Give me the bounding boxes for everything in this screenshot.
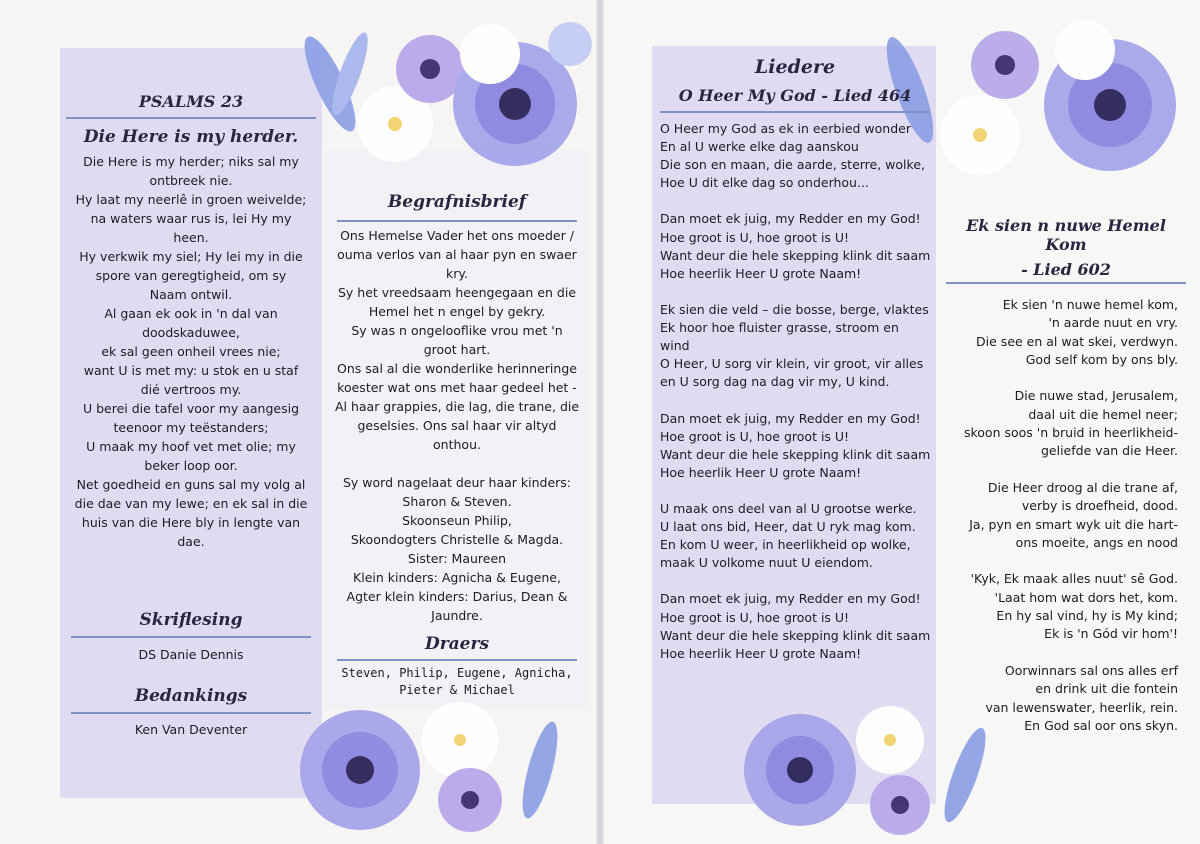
draers-section bbox=[332, 634, 582, 699]
psalm-line: Naam ontwil. bbox=[149, 287, 233, 302]
lied-464-line: U laat ons bid, Heer, dat U ryk mag kom. bbox=[660, 519, 916, 535]
psalm-line: Hy verkwik my siel; Hy lei my in die bbox=[79, 249, 303, 264]
lied-464-line bbox=[660, 572, 930, 590]
psalm-line: U berei die tafel voor my aangesig bbox=[82, 401, 300, 416]
bedankings-name: Ken Van Deventer bbox=[134, 722, 248, 737]
psalm-line: Die Here is my herder; niks sal my bbox=[83, 154, 299, 169]
psalm-line: dié vertroos my. bbox=[140, 382, 242, 397]
psalm-line: teenoor my teëstanders; bbox=[113, 420, 269, 435]
lied-464-line: En kom U weer, in heerlikheid op wolke, bbox=[660, 537, 911, 553]
lied-602-line: geliefde van die Heer. bbox=[1040, 443, 1178, 459]
lied-464-line: Want deur die hele skepping klink dit saam bbox=[660, 446, 931, 462]
lied-464-line: en U sorg dag na dag vir my, U kind. bbox=[660, 374, 890, 390]
lied-464-line bbox=[660, 391, 930, 409]
skriflesing-name: DS Danie Dennis bbox=[138, 647, 244, 662]
begrafnisbrief-line: Hemel het n engel by gekry. bbox=[368, 304, 546, 319]
begrafnisbrief-line bbox=[332, 454, 582, 473]
lied-602-line: Oorwinnars sal ons alles erf bbox=[1004, 662, 1178, 678]
lied-602-line: daal uit die hemel neer; bbox=[1028, 406, 1178, 422]
lied-602-title: Ek sien n nuwe Hemel Kom bbox=[966, 216, 1166, 254]
lied-602-rule bbox=[946, 282, 1186, 284]
psalm-line: heen. bbox=[173, 230, 209, 245]
draers-line: Pieter & Michael bbox=[399, 683, 515, 697]
skriflesing-rule bbox=[71, 636, 311, 638]
lied-602-line: ons moeite, angs en nood bbox=[1015, 534, 1178, 550]
lied-464-line: Dan moet ek juig, my Redder en my God! bbox=[660, 410, 921, 426]
lied-464-line: maak U volkome nuut U eiendom. bbox=[660, 555, 873, 571]
lied-602-line: Die see en al wat skei, verdwyn. bbox=[976, 333, 1178, 349]
lied-602-line bbox=[946, 644, 1178, 662]
lied-464-line: Want deur die hele skepping klink dit saam bbox=[660, 627, 931, 643]
begrafnisbrief-line: Ons sal al die wonderlike herinneringe bbox=[337, 361, 577, 376]
begrafnisbrief-line: Klein kinders: Agnicha & Eugene, bbox=[353, 570, 561, 585]
begrafnisbrief-line: Sy het vreedsaam heengegaan en die bbox=[337, 285, 577, 300]
lied-602-line: 'Laat hom wat dors het, kom. bbox=[994, 589, 1178, 605]
begrafnisbrief-line: Ons Hemelse Vader het ons moeder / bbox=[340, 228, 574, 243]
skriflesing-section bbox=[66, 610, 316, 664]
lied-464-line: Hoe heerlik Heer U grote Naam! bbox=[660, 265, 862, 281]
psalm-section bbox=[66, 92, 316, 551]
psalm-line: U maak my hoof vet met olie; my bbox=[86, 439, 296, 454]
psalm-line: Net goedheid en guns sal my volg al bbox=[76, 477, 306, 492]
begrafnisbrief-rule bbox=[337, 220, 577, 222]
psalm-line: doodskaduwee, bbox=[142, 325, 240, 340]
psalm-title-rule bbox=[66, 117, 316, 119]
lied-464-rule bbox=[660, 111, 930, 113]
lied-464-line bbox=[660, 482, 930, 500]
psalm-line: ek sal geen onheil vrees nie; bbox=[101, 344, 281, 359]
lied-464-line: Hoe heerlik Heer U grote Naam! bbox=[660, 464, 862, 480]
lied-602-number: - Lied 602 bbox=[1021, 260, 1111, 279]
psalm-line: spore van geregtigheid, om sy bbox=[95, 268, 287, 283]
skriflesing-title: Skriflesing bbox=[139, 610, 243, 630]
bedankings-section bbox=[66, 686, 316, 739]
lied-602-line: 'Kyk, Ek maak alles nuut' sê God. bbox=[970, 571, 1178, 587]
psalm-line: Al gaan ek ook in 'n dal van bbox=[104, 306, 278, 321]
begrafnisbrief-title: Begrafnisbrief bbox=[387, 192, 527, 212]
begrafnisbrief-line: Skoonseun Philip, bbox=[402, 513, 512, 528]
lied-602-line: Die nuwe stad, Jerusalem, bbox=[1014, 388, 1178, 404]
lied-602-line bbox=[946, 369, 1178, 387]
lied-464-title: O Heer My God - Lied 464 bbox=[678, 86, 912, 105]
begrafnisbrief-line: koester wat ons met haar gedeel het - bbox=[337, 380, 577, 395]
lied-464-text bbox=[660, 120, 930, 663]
psalm-line: die dae van my lewe; en ek sal in die bbox=[74, 496, 308, 511]
lied-602-line bbox=[946, 461, 1178, 479]
lied-464-line: Die son en maan, die aarde, sterre, wolke, bbox=[660, 157, 925, 173]
psalm-line: Hy laat my neerlê in groen weivelde; bbox=[75, 192, 307, 207]
begrafnisbrief-line: Skoondogters Christelle & Magda. bbox=[350, 532, 564, 547]
psalm-subtitle: Die Here is my herder. bbox=[83, 127, 299, 147]
begrafnisbrief-text bbox=[332, 226, 582, 625]
lied-602-line: En God sal oor ons skyn. bbox=[1024, 717, 1178, 733]
begrafnisbrief-line: Sy was n ongelooflike vrou met 'n bbox=[351, 323, 563, 338]
begrafnisbrief-line: ouma verlos van al haar pyn en swaer bbox=[337, 247, 577, 262]
draers-title: Draers bbox=[424, 634, 490, 654]
psalm-title: PSALMS 23 bbox=[138, 92, 244, 111]
lied-464-line: Dan moet ek juig, my Redder en my God! bbox=[660, 591, 921, 607]
begrafnisbrief-line: Agter klein kinders: Darius, Dean & bbox=[346, 589, 568, 604]
begrafnisbrief-line: Sy word nagelaat deur haar kinders: bbox=[342, 475, 571, 490]
psalm-line: want U is met my: u stok en u staf bbox=[83, 363, 299, 378]
lied-602-line: en drink uit die fontein bbox=[1035, 681, 1178, 697]
lied-602-line: Ja, pyn en smart wyk uit die hart- bbox=[969, 516, 1178, 532]
lied-464-line: En al U werke elke dag aanskou bbox=[660, 139, 859, 155]
lied-602-line: verby is droefheid, dood. bbox=[1021, 498, 1178, 514]
lied-602-line: van lewenswater, heerlik, rein. bbox=[985, 699, 1178, 715]
lied-464-line: Hoe heerlik Heer U grote Naam! bbox=[660, 645, 862, 661]
lied-602-line: Ek is 'n Gód vir hom'! bbox=[1044, 626, 1178, 642]
begrafnisbrief-line: Sharon & Steven. bbox=[402, 494, 512, 509]
begrafnisbrief-section bbox=[332, 192, 582, 625]
bedankings-title: Bedankings bbox=[134, 686, 248, 706]
begrafnisbrief-line: onthou. bbox=[433, 437, 481, 452]
lied-464-line: Ek sien die veld – die bosse, berge, vlaktes bbox=[660, 301, 929, 317]
lied-464-line bbox=[660, 283, 930, 301]
draers-text bbox=[332, 665, 582, 699]
begrafnisbrief-line: Jaundre. bbox=[431, 608, 483, 623]
psalm-text bbox=[66, 152, 316, 551]
lied-602-line: En hy sal vind, hy is My kind; bbox=[996, 608, 1178, 624]
lied-464-line: wind bbox=[660, 338, 690, 354]
begrafnisbrief-line: kry. bbox=[446, 266, 468, 281]
begrafnisbrief-line: geselsies. Ons sal haar vir altyd bbox=[357, 418, 557, 433]
begrafnisbrief-line: Sister: Maureen bbox=[407, 551, 507, 566]
psalm-line: huis van die Here bly in lengte van bbox=[81, 515, 301, 530]
begrafnisbrief-line: groot hart. bbox=[423, 342, 491, 357]
lied-464-line: U maak ons deel van al U grootse werke. bbox=[660, 500, 917, 516]
lied-602-line bbox=[946, 552, 1178, 570]
draers-rule bbox=[337, 659, 577, 661]
lied-602-line: Die Heer droog al die trane af, bbox=[987, 479, 1178, 495]
lied-464-line: Want deur die hele skepping klink dit saam bbox=[660, 247, 931, 263]
lied-602-line: skoon soos 'n bruid in heerlikheid- bbox=[963, 425, 1178, 441]
begrafnisbrief-line: Al haar grappies, die lag, die trane, die bbox=[334, 399, 580, 414]
psalm-line: ontbreek nie. bbox=[149, 173, 233, 188]
flower-cluster-bottom-left bbox=[300, 690, 580, 844]
lied-464-line: Hoe groot is U, hoe groot is U! bbox=[660, 229, 850, 245]
bedankings-rule bbox=[71, 712, 311, 714]
flower-cluster-top-left bbox=[300, 14, 610, 174]
lied-602-section bbox=[946, 216, 1186, 735]
lied-602-line: Ek sien 'n nuwe hemel kom, bbox=[1002, 297, 1178, 312]
psalm-line: beker loop oor. bbox=[144, 458, 238, 473]
lied-602-line: God self kom by ons bly. bbox=[1025, 351, 1178, 367]
lied-602-line: 'n aarde nuut en vry. bbox=[1048, 315, 1178, 331]
psalm-line: dae. bbox=[177, 534, 205, 549]
lied-464-line bbox=[660, 192, 930, 210]
lied-464-line: Ek hoor hoe fluister grasse, stroom en bbox=[660, 320, 899, 336]
psalm-line: na waters waar rus is, lei Hy my bbox=[90, 211, 292, 226]
lied-464-line: Dan moet ek juig, my Redder en my God! bbox=[660, 211, 921, 227]
lied-464-line: Hoe groot is U, hoe groot is U! bbox=[660, 609, 850, 625]
lied-464-line: O Heer, U sorg vir klein, vir groot, vir alles bbox=[660, 356, 924, 372]
lied-464-line: Hoe U dit elke dag so onderhou... bbox=[660, 175, 869, 191]
draers-line: Steven, Philip, Eugene, Agnicha, bbox=[341, 666, 573, 680]
lied-464-line: O Heer my God as ek in eerbied wonder bbox=[660, 121, 911, 136]
liedere-title: Liedere bbox=[754, 56, 836, 78]
lied-602-text bbox=[946, 296, 1186, 735]
liedere-section bbox=[660, 56, 930, 663]
lied-464-line: Hoe groot is U, hoe groot is U! bbox=[660, 428, 850, 444]
